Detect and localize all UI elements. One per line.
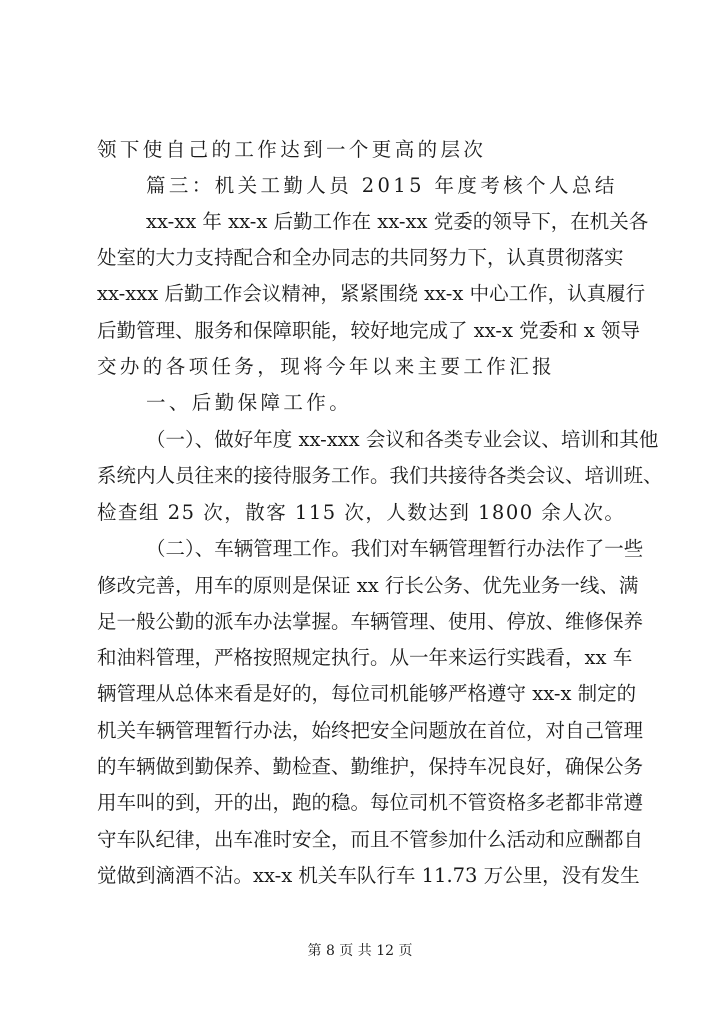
- text-line: 系统内人员往来的接待服务工作。我们共接待各类会议、培训班、: [97, 464, 663, 487]
- text-line: xx-xxx 后勤工作会议精神，紧紧围绕 xx-x 中心工作，认真履行: [97, 282, 646, 305]
- text-line: 领下使自己的工作达到一个更高的层次: [97, 138, 487, 161]
- text-line: 后勤管理、服务和保障职能，较好地完成了 xx-x 党委和 x 领导: [97, 319, 641, 342]
- text-line: 的车辆做到勤保养、勤检查、勤维护，保持车况良好，确保公务: [97, 755, 644, 778]
- text-line: 检查组 25 次，散客 115 次，人数达到 1800 余人次。: [97, 501, 626, 524]
- subsection-heading: 一、后勤保障工作。: [146, 391, 353, 414]
- text-line: 足一般公勤的派车办法掌握。车辆管理、使用、停放、维修保养: [97, 610, 644, 633]
- text-line: 觉做到滴酒不沾。xx-x 机关车队行车 11.73 万公里，没有发生: [97, 864, 640, 887]
- page-number: 第 8 页 共 12 页: [307, 943, 413, 959]
- text-line: 处室的大力支持配合和全办同志的共同努力下，认真贯彻落实: [97, 246, 624, 269]
- text-line: （一）、做好年度 xx-xxx 会议和各类专业会议、培训和其他: [146, 428, 659, 451]
- section-heading: 篇三：机关工勤人员 2015 年度考核个人总结: [146, 174, 618, 197]
- text-line: （二）、车辆管理工作。我们对车辆管理暂行办法作了一些: [146, 537, 644, 560]
- text-line: 交办的各项任务，现将今年以来主要工作汇报: [97, 355, 556, 378]
- text-line: 机关车辆管理暂行办法，始终把安全问题放在首位，对自己管理: [97, 719, 644, 742]
- text-line: 辆管理从总体来看是好的，每位司机能够严格遵守 xx-x 制定的: [97, 682, 637, 705]
- text-line: 和油料管理，严格按照规定执行。从一年来运行实践看，xx 车: [97, 646, 633, 669]
- text-line: 守车队纪律，出车准时安全，而且不管参加什么活动和应酬都自: [97, 828, 644, 851]
- text-line: xx-xx 年 xx-x 后勤工作在 xx-xx 党委的领导下，在机关各: [146, 210, 649, 233]
- text-line: 修改完善，用车的原则是保证 xx 行长公务、优先业务一线、满: [97, 574, 639, 597]
- text-line: 用车叫的到，开的出，跑的稳。每位司机不管资格多老都非常遵: [97, 791, 644, 814]
